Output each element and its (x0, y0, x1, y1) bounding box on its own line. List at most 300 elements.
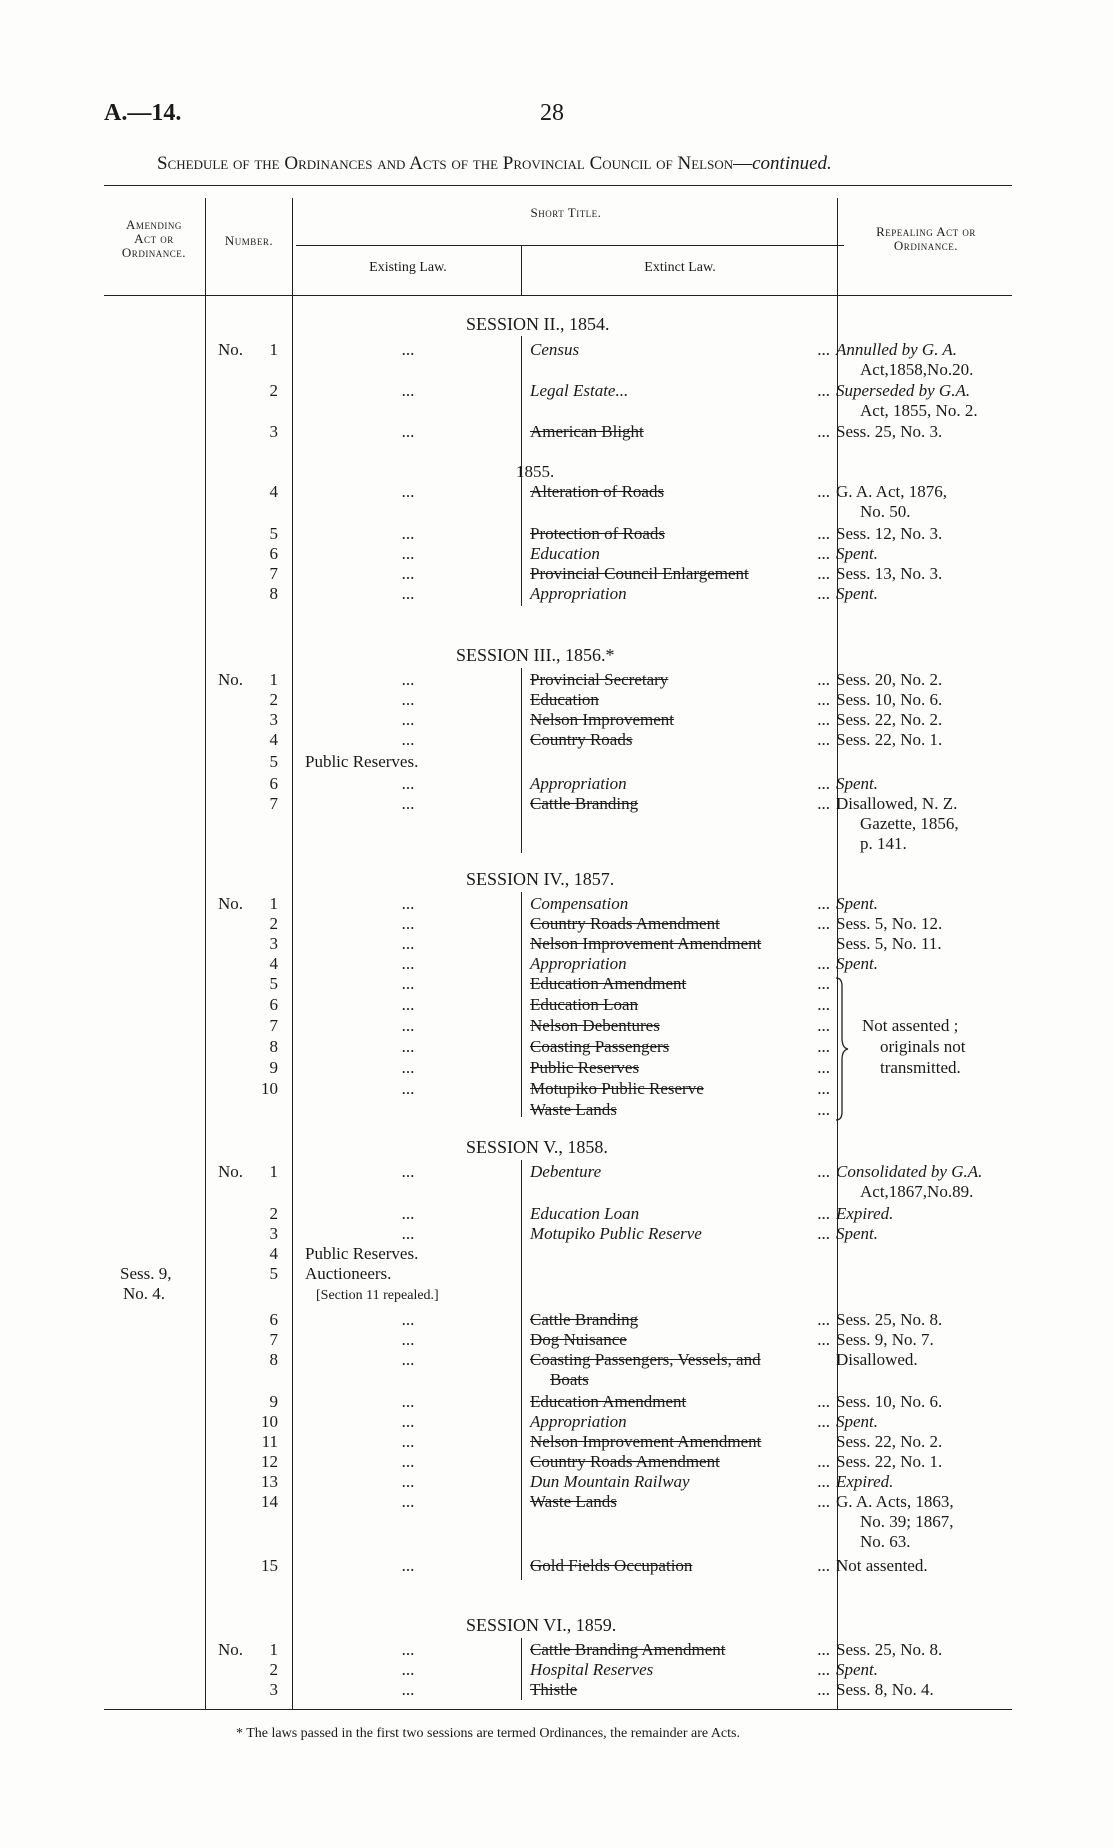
repeal-note: Sess. 22, No. 1. (836, 1452, 943, 1471)
existing-dots: ... (401, 914, 415, 933)
repeal-note: Sess. 13, No. 3. (836, 564, 943, 583)
table-bottom-rule (104, 1709, 1012, 1710)
no-label: No. (218, 1640, 244, 1659)
table-row (0, 710, 1114, 730)
col-extinct: Extinct Law. (644, 260, 716, 275)
existing-law: Auctioneers. (305, 1264, 392, 1283)
existing-dots: ... (401, 794, 415, 813)
session-year: 1855. (516, 462, 555, 481)
col-repealing (840, 225, 1012, 253)
existing-dots: ... (401, 730, 415, 749)
existing-dots: ... (401, 422, 415, 441)
repeal-note: transmitted. (880, 1058, 961, 1077)
table-row (0, 1330, 1114, 1350)
row-number: 2 (269, 381, 278, 400)
table-row-cont (0, 1182, 1114, 1202)
table-row (0, 340, 1114, 360)
table-top-rule (104, 185, 1012, 186)
repeal-note: Spent. (836, 774, 879, 793)
row-number: 13 (261, 1472, 278, 1491)
page-title (157, 153, 832, 175)
extinct-title: Nelson Improvement Amendment (530, 934, 762, 953)
existing-dots: ... (401, 1432, 415, 1451)
row-number: 4 (269, 954, 278, 973)
existing-dots: ... (401, 954, 415, 973)
row-number: 2 (269, 690, 278, 709)
row-number: 2 (269, 1204, 278, 1223)
existing-dots: ... (401, 1224, 415, 1243)
row-number: 1 (269, 1640, 278, 1659)
repeal-note: Not assented. (836, 1556, 928, 1575)
row-number: 14 (261, 1492, 278, 1511)
extinct-title: Appropriation (530, 1412, 627, 1431)
existing-dots: ... (401, 670, 415, 689)
table-row (0, 1162, 1114, 1182)
amending-act-l1: Sess. 9, (120, 1264, 172, 1283)
leader-dots: ... (817, 1412, 830, 1431)
table-row-cont (0, 502, 1114, 522)
repeal-note: Annulled by G. A. (836, 340, 958, 359)
repeal-note: G. A. Act, 1876, (836, 482, 947, 501)
repeal-note-cont: No. 63. (860, 1532, 911, 1551)
repeal-note: Spent. (836, 1412, 879, 1431)
col-repealing-l1: Repealing Act or (876, 224, 976, 239)
existing-dots: ... (401, 774, 415, 793)
table-row (0, 584, 1114, 604)
existing-dots: ... (401, 381, 415, 400)
table-row (0, 524, 1114, 544)
table-row-cont (0, 401, 1114, 421)
row-number: 8 (269, 1037, 278, 1056)
col-number: Number. (224, 233, 274, 248)
existing-dots: ... (401, 564, 415, 583)
title-main: Schedule of the Ordinances and Acts of the Provincial Council of Nelson— (157, 153, 753, 174)
section-note: [Section 11 repealed.] (316, 1288, 439, 1303)
no-label: No. (218, 340, 244, 359)
table-row (0, 1640, 1114, 1660)
table-row-cont (0, 1532, 1114, 1552)
extinct-title: Thistle (530, 1680, 578, 1699)
table-row (0, 1556, 1114, 1576)
table-row (0, 1472, 1114, 1492)
repeal-note: Disallowed. (836, 1350, 918, 1369)
leader-dots: ... (817, 1472, 830, 1491)
leader-dots: ... (817, 524, 830, 543)
no-label: No. (218, 894, 244, 913)
row-number: 3 (269, 422, 278, 441)
existing-dots: ... (401, 1016, 415, 1035)
leader-dots: ... (817, 340, 830, 359)
row-number: 7 (269, 564, 278, 583)
session-heading: SESSION IV., 1857. (466, 869, 615, 889)
table-row (0, 1100, 1114, 1120)
table-row (0, 1079, 1114, 1099)
extinct-title: Education Amendment (530, 974, 687, 993)
extinct-title: Waste Lands (530, 1492, 617, 1511)
extinct-title: Nelson Improvement (530, 710, 674, 729)
table-row (0, 1204, 1114, 1224)
repeal-note: Sess. 22, No. 1. (836, 730, 943, 749)
leader-dots: ... (817, 1016, 830, 1035)
leader-dots: ... (817, 794, 830, 813)
existing-dots: ... (401, 1452, 415, 1471)
extinct-title: Cattle Branding (530, 794, 639, 813)
repeal-note: Sess. 22, No. 2. (836, 710, 943, 729)
row-number: 4 (269, 730, 278, 749)
leader-dots: ... (817, 584, 830, 603)
row-number: 1 (269, 670, 278, 689)
table-row (0, 690, 1114, 710)
session-heading: SESSION III., 1856.* (456, 645, 615, 665)
existing-dots: ... (401, 1037, 415, 1056)
row-number: 4 (269, 482, 278, 501)
session-heading: SESSION VI., 1859. (466, 1615, 617, 1635)
extinct-title: Provincial Secretary (530, 670, 669, 689)
leader-dots: ... (817, 954, 830, 973)
extinct-title: Nelson Improvement Amendment (530, 1432, 762, 1451)
leader-dots: ... (817, 1204, 830, 1223)
existing-dots: ... (401, 1412, 415, 1431)
extinct-title: American Blight (530, 422, 644, 441)
extinct-title: Appropriation (530, 584, 627, 603)
repeal-note: Spent. (836, 584, 879, 603)
col-repealing-l2: Ordinance. (893, 238, 959, 253)
extinct-title: Education Loan (530, 1204, 640, 1223)
repeal-note: originals not (880, 1037, 966, 1056)
leader-dots: ... (817, 774, 830, 793)
existing-dots: ... (401, 934, 415, 953)
table-row (0, 482, 1114, 502)
row-number: 3 (269, 934, 278, 953)
col-amending-l1: Amending (126, 217, 182, 232)
short-title-subrule (296, 245, 844, 246)
repeal-note: Spent. (836, 954, 879, 973)
extinct-title: Coasting Passengers (530, 1037, 670, 1056)
row-number: 9 (269, 1058, 278, 1077)
leader-dots: ... (817, 1556, 830, 1575)
col-existing: Existing Law. (369, 260, 447, 275)
repeal-note-cont: Act,1858,No.20. (860, 360, 974, 379)
extinct-title: Compensation (530, 894, 629, 913)
col-amending (104, 218, 204, 260)
extinct-title-cont: Boats (550, 1370, 589, 1389)
table-row (0, 794, 1114, 814)
table-row (0, 670, 1114, 690)
row-number: 7 (269, 794, 278, 813)
row-number: 6 (269, 995, 278, 1014)
leader-dots: ... (817, 710, 830, 729)
existing-dots: ... (401, 1680, 415, 1699)
repeal-note: G. A. Acts, 1863, (836, 1492, 954, 1511)
row-number: 5 (269, 1264, 278, 1283)
repeal-note: Expired. (836, 1204, 894, 1223)
leader-dots: ... (817, 1452, 830, 1471)
table-row (0, 1660, 1114, 1680)
row-number: 6 (269, 774, 278, 793)
leader-dots: ... (817, 914, 830, 933)
row-number: 2 (269, 914, 278, 933)
table-row (0, 1016, 1114, 1036)
repeal-note-cont: p. 141. (860, 834, 907, 853)
repeal-note: Disallowed, N. Z. (836, 794, 958, 813)
leader-dots: ... (817, 1079, 830, 1098)
extinct-title: Waste Lands (530, 1100, 617, 1119)
row-number: 11 (261, 1432, 278, 1451)
row-number: 10 (261, 1079, 278, 1098)
row-number: 15 (261, 1556, 278, 1575)
row-number: 1 (269, 340, 278, 359)
table-row (0, 1244, 1114, 1264)
existing-dots: ... (401, 690, 415, 709)
table-row (0, 1452, 1114, 1472)
table-row (0, 995, 1114, 1015)
extinct-title: Debenture (530, 1162, 602, 1181)
leader-dots: ... (817, 381, 830, 400)
table-row (0, 1492, 1114, 1512)
table-row (0, 544, 1114, 564)
row-number: 9 (269, 1392, 278, 1411)
leader-dots: ... (817, 1680, 830, 1699)
extinct-title: Motupiko Public Reserve (530, 1079, 704, 1098)
existing-dots: ... (401, 1330, 415, 1349)
repeal-note: Sess. 10, No. 6. (836, 690, 943, 709)
row-number: 12 (261, 1452, 278, 1471)
repeal-note: Superseded by G.A. (836, 381, 971, 400)
repeal-note: Sess. 20, No. 2. (836, 670, 943, 689)
table-row (0, 1680, 1114, 1700)
row-number: 3 (269, 1224, 278, 1243)
leader-dots: ... (817, 544, 830, 563)
table-row (0, 564, 1114, 584)
extinct-title: Country Roads Amendment (530, 914, 720, 933)
table-row (0, 914, 1114, 934)
col-amending-l3: Ordinance. (121, 245, 187, 260)
table-row (0, 730, 1114, 750)
table-row (0, 1350, 1114, 1370)
leader-dots: ... (817, 730, 830, 749)
row-number: 7 (269, 1016, 278, 1035)
existing-dots: ... (401, 1310, 415, 1329)
footnote: * The laws passed in the first two sessions are termed Ordinances, the remainder are Acts. (236, 1726, 740, 1741)
no-label: No. (218, 1162, 244, 1181)
table-row (0, 1432, 1114, 1452)
repeal-note: Spent. (836, 544, 879, 563)
leader-dots: ... (817, 1330, 830, 1349)
extinct-title: Appropriation (530, 774, 627, 793)
leader-dots: ... (817, 482, 830, 501)
row-number: 2 (269, 1660, 278, 1679)
extinct-title: Dog Nuisance (530, 1330, 627, 1349)
repeal-note: Spent. (836, 1224, 879, 1243)
leader-dots: ... (817, 1037, 830, 1056)
table-row-cont (0, 834, 1114, 854)
extinct-title: Legal Estate... (530, 381, 629, 400)
leader-dots: ... (817, 1162, 830, 1181)
right-brace (832, 976, 852, 1122)
extinct-title: Education (530, 544, 600, 563)
row-number: 8 (269, 1350, 278, 1369)
row-number: 1 (269, 894, 278, 913)
repeal-note: Expired. (836, 1472, 894, 1491)
row-number: 3 (269, 1680, 278, 1699)
row-number: 5 (269, 524, 278, 543)
repeal-note: Sess. 5, No. 12. (836, 914, 943, 933)
repeal-note: Not assented ; (862, 1016, 959, 1035)
repeal-note: Sess. 10, No. 6. (836, 1392, 943, 1411)
extinct-title: Education (530, 690, 599, 709)
repeal-note: Sess. 25, No. 8. (836, 1310, 943, 1329)
existing-dots: ... (401, 1392, 415, 1411)
repeal-note-cont: Gazette, 1856, (860, 814, 959, 833)
repeal-note: Consolidated by G.A. (836, 1162, 983, 1181)
row-number: 4 (269, 1244, 278, 1263)
header-bottom-rule (104, 295, 1012, 296)
existing-dots: ... (401, 1660, 415, 1679)
row-number: 5 (269, 974, 278, 993)
repeal-note: Sess. 22, No. 2. (836, 1432, 943, 1451)
row-number: 10 (261, 1412, 278, 1431)
leader-dots: ... (817, 974, 830, 993)
repeal-note: Sess. 25, No. 3. (836, 422, 943, 441)
amending-act-l2: No. 4. (123, 1284, 166, 1303)
col-amending-l2: Act or (134, 231, 174, 246)
extinct-title: Provincial Council Enlargement (530, 564, 749, 583)
repeal-note: Spent. (836, 1660, 879, 1679)
existing-dots: ... (401, 995, 415, 1014)
no-label: No. (218, 670, 244, 689)
existing-dots: ... (401, 482, 415, 501)
existing-dots: ... (401, 584, 415, 603)
extinct-title: Cattle Branding Amendment (530, 1640, 726, 1659)
extinct-title: Protection of Roads (530, 524, 666, 543)
table-row (0, 1224, 1114, 1244)
table-row-cont (0, 1370, 1114, 1390)
repeal-note: Sess. 5, No. 11. (836, 934, 942, 953)
table-row (0, 422, 1114, 442)
session-heading: SESSION II., 1854. (466, 314, 610, 334)
existing-dots: ... (401, 1350, 415, 1369)
row-number: 3 (269, 710, 278, 729)
extinct-title: Alteration of Roads (530, 482, 665, 501)
extinct-title: Dun Mountain Railway (530, 1472, 690, 1491)
extinct-title: Hospital Reserves (530, 1660, 654, 1679)
amending-act (120, 1264, 171, 1304)
row-number: 7 (269, 1330, 278, 1349)
column-divider-existing (521, 245, 522, 295)
extinct-title: Education Amendment (530, 1392, 687, 1411)
extinct-title: Gold Fields Occupation (530, 1556, 693, 1575)
repeal-note: Spent. (836, 894, 879, 913)
table-row-cont (0, 360, 1114, 380)
existing-dots: ... (401, 1204, 415, 1223)
table-row-cont (0, 814, 1114, 834)
repeal-note: Sess. 8, No. 4. (836, 1680, 934, 1699)
existing-dots: ... (401, 340, 415, 359)
leader-dots: ... (817, 422, 830, 441)
table-row (0, 1412, 1114, 1432)
existing-dots: ... (401, 974, 415, 993)
existing-dots: ... (401, 1556, 415, 1575)
table-row (0, 1037, 1114, 1057)
table-row (0, 1058, 1114, 1078)
col-short-title: Short Title. (530, 205, 602, 220)
existing-dots: ... (401, 544, 415, 563)
leader-dots: ... (817, 564, 830, 583)
row-number: 5 (269, 752, 278, 771)
leader-dots: ... (817, 995, 830, 1014)
existing-dots: ... (401, 1492, 415, 1511)
existing-dots: ... (401, 1472, 415, 1491)
extinct-title: Country Roads Amendment (530, 1452, 720, 1471)
existing-dots: ... (401, 710, 415, 729)
extinct-title: Motupiko Public Reserve (530, 1224, 702, 1243)
leader-dots: ... (817, 670, 830, 689)
extinct-title: Education Loan (530, 995, 639, 1014)
table-row (0, 774, 1114, 794)
table-row (0, 752, 1114, 772)
extinct-title: Cattle Branding (530, 1310, 639, 1329)
table-row (0, 934, 1114, 954)
existing-dots: ... (401, 1058, 415, 1077)
table-row (0, 1392, 1114, 1412)
document-reference: A.—14. (104, 100, 182, 126)
leader-dots: ... (817, 1058, 830, 1077)
row-number: 6 (269, 544, 278, 563)
existing-dots: ... (401, 1640, 415, 1659)
existing-law: Public Reserves. (305, 1244, 419, 1263)
leader-dots: ... (817, 1492, 830, 1511)
repeal-note-cont: Act,1867,No.89. (860, 1182, 974, 1201)
extinct-title: Census (530, 340, 580, 359)
row-number: 8 (269, 584, 278, 603)
table-row (0, 954, 1114, 974)
leader-dots: ... (817, 1224, 830, 1243)
table-row (0, 974, 1114, 994)
leader-dots: ... (817, 690, 830, 709)
leader-dots: ... (817, 1310, 830, 1329)
extinct-title: Coasting Passengers, Vessels, and (530, 1350, 761, 1369)
table-row-cont (0, 1512, 1114, 1532)
extinct-title: Nelson Debentures (530, 1016, 660, 1035)
leader-dots: ... (817, 1640, 830, 1659)
repeal-note-cont: No. 50. (860, 502, 911, 521)
table-row (0, 381, 1114, 401)
repeal-note: Sess. 25, No. 8. (836, 1640, 943, 1659)
extinct-title: Public Reserves (530, 1058, 640, 1077)
title-continued: continued. (752, 153, 832, 174)
extinct-title: Country Roads (530, 730, 633, 749)
repeal-note-cont: Act, 1855, No. 2. (860, 401, 978, 420)
existing-dots: ... (401, 1162, 415, 1181)
row-number: 1 (269, 1162, 278, 1181)
leader-dots: ... (817, 1660, 830, 1679)
existing-dots: ... (401, 894, 415, 913)
table-row (0, 894, 1114, 914)
extinct-title: Appropriation (530, 954, 627, 973)
leader-dots: ... (817, 1100, 830, 1119)
existing-dots: ... (401, 1079, 415, 1098)
table-row (0, 1310, 1114, 1330)
repeal-note: Sess. 9, No. 7. (836, 1330, 934, 1349)
existing-dots: ... (401, 524, 415, 543)
leader-dots: ... (817, 1392, 830, 1411)
repeal-note: Sess. 12, No. 3. (836, 524, 943, 543)
page-number: 28 (540, 100, 564, 126)
row-number: 6 (269, 1310, 278, 1329)
existing-law: Public Reserves. (305, 752, 419, 771)
leader-dots: ... (817, 894, 830, 913)
session-heading: SESSION V., 1858. (466, 1137, 608, 1157)
